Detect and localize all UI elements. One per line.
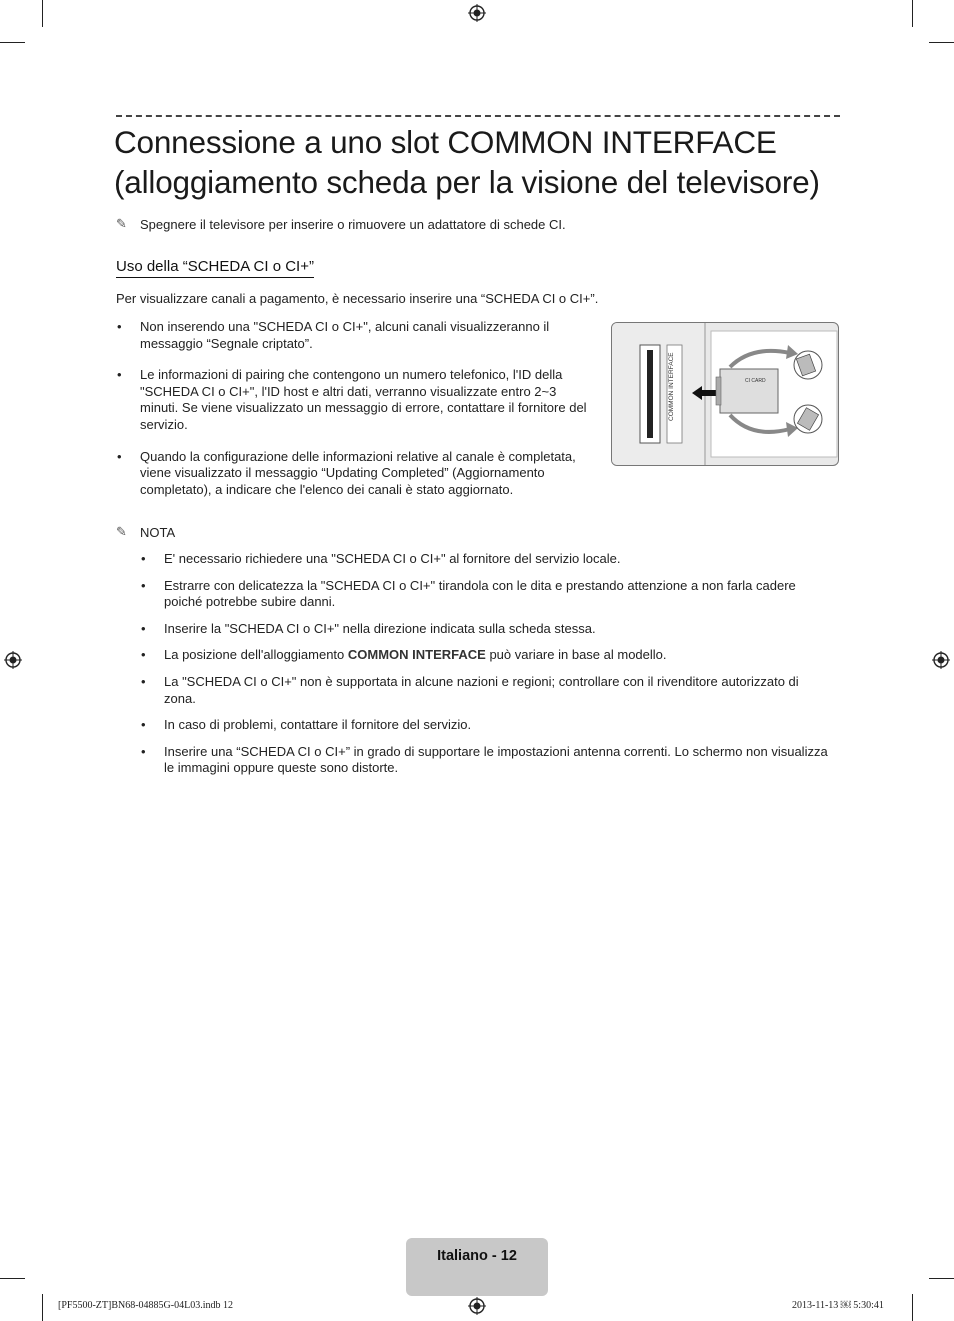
list-item [117,319,588,352]
list-item-text-start: La posizione dell'alloggiamento [164,647,348,663]
list-item-text: Le informazioni di pairing che contengono un numero telefonico, l'ID della "SCHEDA CI o CI+", l'ID host e altri dati, verranno visualizzate entro 2~3 minuti. Se viene visualizzato un messaggio di errore, contattare il fornitore del servizio. [140,367,587,432]
list-item-text: Inserire una “SCHEDA CI o CI+” in grado di supportare le impostazioni antenna correnti. Lo schermo non visualizza le immagini oppure queste sono distorte. [164,743,828,776]
print-slug-file: [PF5500-ZT]BN68-04885G-04L03.indb 12 [58,1300,233,1311]
list-item [141,577,834,611]
note-icon: ✎ [116,524,127,539]
slot-label: COMMON INTERFACE [668,352,675,421]
crop-mark [42,0,43,27]
bullet: • [141,620,146,636]
list-item [141,743,834,777]
list-item [141,647,834,664]
crop-mark [42,1294,43,1321]
crop-mark [929,1278,954,1279]
list-item [141,673,834,707]
registration-mark-icon [932,651,950,669]
title-line-1: Connessione a uno slot COMMON INTERFACE [114,124,777,160]
registration-mark-icon [468,1297,486,1315]
page-number: Italiano - 12 [437,1248,517,1264]
nota-heading: NOTA [140,525,176,540]
list-item [141,551,834,568]
print-slug-timestamp: 2013-11-13 ￼ 5:30:41 [792,1300,884,1311]
title-rule [116,115,840,117]
bullet: • [141,673,146,689]
list-item-text: In caso di problemi, contattare il fornitore del servizio. [164,717,472,733]
list-item [141,620,834,638]
ci-slot-diagram [612,323,838,465]
bullet: • [117,367,122,383]
list-item-text: Non inserendo una "SCHEDA CI o CI+", alcuni canali visualizzeranno il messaggio “Segnale criptato”. [140,319,550,351]
list-item-text: Inserire la "SCHEDA CI o CI+" nella direzione indicata sulla scheda stessa. [164,620,596,636]
crop-mark [912,0,913,27]
top-note: Spegnere il televisore per inserire o rimuovere un adattatore di schede CI. [140,217,566,232]
note-icon: ✎ [116,216,127,231]
list-item-text: Estrarre con delicatezza la "SCHEDA CI o CI+" tirandola con le dita e prestando attenzione a non farla cadere poiché potrebbe subire danni. [164,577,796,610]
crop-mark [0,42,25,43]
bullet: • [141,551,146,566]
list-item [117,448,588,499]
bullet: • [117,319,122,334]
crop-mark [929,42,954,43]
registration-mark-icon [4,651,22,669]
list-item [141,717,834,734]
title-line-2: (alloggiamento scheda per la visione del televisore) [114,164,820,200]
section-heading: Uso della “SCHEDA CI o CI+” [116,258,314,278]
list-item [117,367,588,433]
list-item-text: La "SCHEDA CI o CI+" non è supportata in alcune nazioni e regioni; controllare con il rivenditore autorizzato di zona. [164,673,799,706]
registration-mark-icon [468,4,486,22]
card-label: CI CARD [745,378,766,384]
bullet: • [141,717,146,733]
keyword-common-interface: COMMON INTERFACE [347,647,486,663]
page-title [114,122,854,202]
nota-list [141,551,834,787]
crop-mark [0,1278,25,1279]
bullet: • [141,743,146,759]
intro-paragraph: Per visualizzare canali a pagamento, è necessario inserire una “SCHEDA CI o CI+”. [116,291,599,306]
list-item-text: E' necessario richiedere una "SCHEDA CI o CI+" al fornitore del servizio locale. [164,551,621,566]
info-list [117,319,588,513]
list-item-text-end: può variare in base al modello. [485,647,667,663]
page-number-tab [406,1238,548,1296]
list-item-text: Quando la configurazione delle informazioni relative al canale è completata, viene visualizzato il messaggio “Updating Completed” (Aggiornamento completato), a indicare che l'elenco dei canali è stato aggiornato. [140,448,576,497]
crop-mark [912,1294,913,1321]
bullet: • [141,577,146,593]
bullet: • [117,448,122,464]
bullet: • [141,647,146,663]
ci-card-illustration [611,322,839,466]
